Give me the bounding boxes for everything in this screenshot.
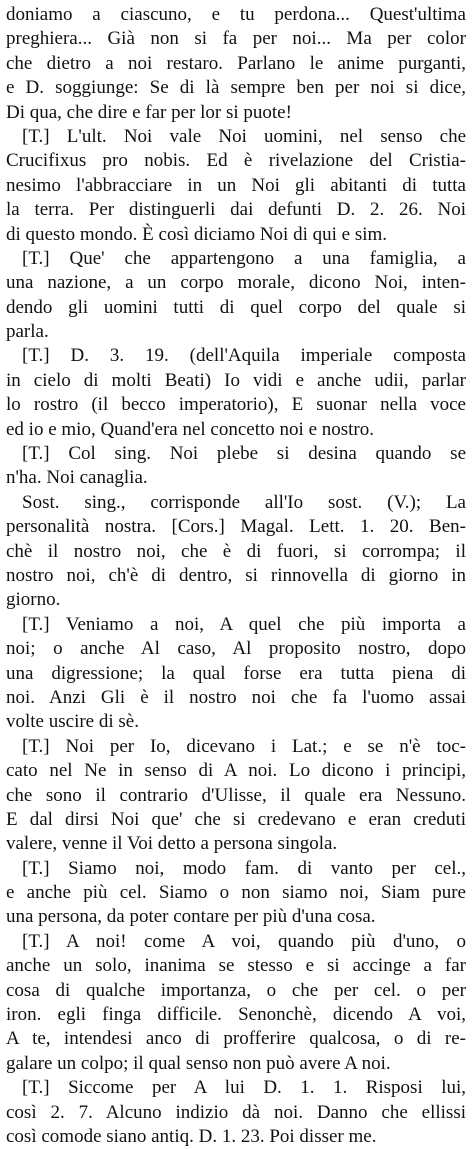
text-line: Sost. sing., corrisponde all'Io sost. (V.); La bbox=[22, 491, 466, 513]
text-line: dendo gli uomini tutti di quel corpo del quale si bbox=[6, 296, 466, 318]
text-line: [T.] L'ult. Noi vale Noi uomini, nel senso che bbox=[22, 125, 466, 147]
text-line: noi; o anche Al caso, Al proposito nostro, dopo bbox=[6, 638, 466, 660]
text-line: iron. egli finga difficile. Senonchè, dicendo A voi, bbox=[6, 1004, 466, 1026]
text-line: Crucifixus pro nobis. Ed è rivelazione del Cristia- bbox=[6, 150, 466, 172]
text-line: [T.] Siccome per A lui D. 1. 1. Risposi lui, bbox=[22, 1077, 466, 1099]
text-line: e anche più cel. Siamo o non siamo noi, Siam pure bbox=[6, 882, 466, 904]
text-line: ed io e mio, Quand'era nel concetto noi e nostro. bbox=[6, 418, 375, 440]
text-line: [T.] Que' che appartengono a una famiglia, a bbox=[22, 247, 466, 269]
text-line: e D. soggiunge: Se di là sempre ben per noi si dice, bbox=[6, 77, 466, 99]
text-line: una digressione; la qual forse era tutta piena di bbox=[6, 662, 466, 684]
text-line: cosa di qualche importanza, o che per cel. o per bbox=[6, 979, 466, 1001]
text-line: nostro noi, ch'è di dentro, si rinnovella di giorno in bbox=[6, 564, 466, 586]
text-line: nesimo l'abbracciare in un Noi gli abitanti di tutta bbox=[6, 174, 466, 196]
text-line: Di qua, che dire e far per lor si puote! bbox=[6, 101, 292, 123]
text-line: che dietro a noi restaro. Parlano le anime purganti, bbox=[6, 52, 466, 74]
text-line: così comode siano antiq. D. 1. 23. Poi disser me. bbox=[6, 1125, 377, 1147]
text-line: chè il nostro noi, che è di fuori, si corrompa; il bbox=[6, 540, 466, 562]
text-line: che sono il contrario d'Ulisse, il quale era Nessuno. bbox=[6, 784, 466, 806]
text-line: di questo mondo. È così diciamo Noi di qui e sim. bbox=[6, 223, 388, 245]
text-line: E dal dirsi Noi que' che si credevano e eran creduti bbox=[6, 808, 466, 830]
text-line: [T.] Noi per Io, dicevano i Lat.; e se n'è toc- bbox=[22, 735, 466, 757]
text-line: [T.] A noi! come A voi, quando più d'uno, o bbox=[22, 930, 466, 952]
text-line: [T.] Siamo noi, modo fam. di vanto per cel., bbox=[22, 857, 466, 879]
text-line: noi. Anzi Gli è il nostro noi che fa l'uomo assai bbox=[6, 686, 466, 708]
text-line: n'ha. Noi canaglia. bbox=[6, 467, 148, 489]
text-line: così 2. 7. Alcuno indizio dà noi. Danno che ellissi bbox=[6, 1101, 466, 1123]
text-line: in cielo di molti Beati) Io vidi e anche udii, parlar bbox=[6, 369, 466, 391]
text-line: doniamo a ciascuno, e tu perdona... Quest'ultima bbox=[6, 4, 466, 25]
text-line: cato nel Ne in senso di A noi. Lo dicono i principi, bbox=[6, 760, 466, 782]
text-line: [T.] D. 3. 19. (dell'Aquila imperiale composta bbox=[22, 345, 466, 367]
text-line: una nazione, a un corpo morale, dicono Noi, inten- bbox=[6, 272, 466, 294]
text-line: parla. bbox=[6, 321, 49, 343]
text-line: galare un colpo; il qual senso non può avere A noi. bbox=[6, 1052, 391, 1074]
text-line: una persona, da poter contare per più d'una cosa. bbox=[6, 906, 376, 928]
text-line: preghiera... Già non si fa per noi... Ma per color bbox=[6, 28, 466, 50]
text-line: valere, venne il Voi detto a persona singola. bbox=[6, 833, 338, 855]
text-line: [T.] Col sing. Noi plebe si desina quando se bbox=[22, 443, 466, 465]
text-line: anche un solo, inanima se stesso e si accinge a far bbox=[6, 955, 466, 977]
text-line: volte uscire di sè. bbox=[6, 711, 139, 733]
text-line: A te, intendesi anco di profferire qualcosa, o di re- bbox=[6, 1028, 466, 1050]
text-line: [T.] Veniamo a noi, A quel che più importa a bbox=[22, 613, 466, 635]
text-line: personalità nostra. [Cors.] Magal. Lett. 1. 20. Ben- bbox=[6, 516, 466, 538]
text-line: giorno. bbox=[6, 589, 61, 611]
text-line: la terra. Per distinguerli dai defunti D. 2. 26. Noi bbox=[6, 199, 466, 221]
text-line: lo rostro (il becco imperatorio), E suonar nella voce bbox=[6, 394, 466, 416]
